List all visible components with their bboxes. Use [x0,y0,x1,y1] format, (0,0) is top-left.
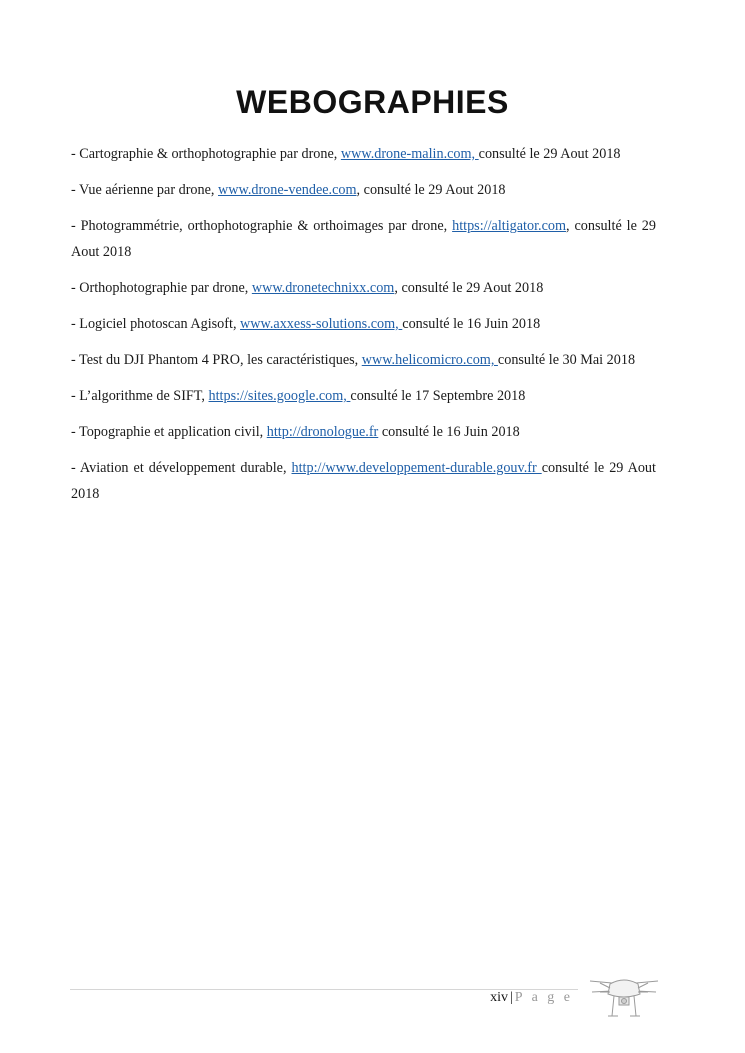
reference-item [71,347,656,373]
reference-text: - Test du DJI Phantom 4 PRO, les caractéristiques, [71,352,362,368]
reference-link[interactable]: www.helicomicro.com, [361,352,498,368]
reference-link[interactable]: http://www.developpement-durable.gouv.fr [291,460,542,476]
reference-text: - Aviation et développement durable, [71,460,292,476]
reference-text: - Vue aérienne par drone, [71,182,218,198]
reference-date: consulté le 17 Septembre 2018 [350,388,526,404]
reference-item [71,177,656,203]
reference-link[interactable]: https://sites.google.com, [208,388,351,404]
reference-date: , consulté le 29 Aout 2018 [356,182,506,198]
reference-link[interactable]: www.axxess-solutions.com, [240,316,403,332]
reference-item [71,275,656,301]
reference-date: consulté le 16 Juin 2018 [402,316,541,332]
page-title: WEBOGRAPHIES [236,84,509,120]
reference-link[interactable]: www.drone-malin.com, [340,146,479,162]
reference-link[interactable]: www.drone-vendee.com [218,182,357,198]
page-footer [470,990,573,1006]
reference-item [71,213,656,265]
reference-text: - L’algorithme de SIFT, [71,388,209,404]
reference-item [71,455,656,507]
reference-text: - Topographie et application civil, [71,424,267,440]
reference-text: - Logiciel photoscan Agisoft, [71,316,241,332]
reference-item [71,419,656,445]
reference-item [71,141,656,167]
reference-link[interactable]: http://dronologue.fr [266,424,379,440]
reference-date: consulté le 29 Aout 2018 [71,460,656,502]
reference-date: , consulté le 29 Aout 2018 [394,280,544,296]
reference-text: - Orthophotographie par drone, [71,280,252,296]
reference-link[interactable]: www.dronetechnixx.com [251,280,395,296]
reference-date: consulté le 30 Mai 2018 [497,352,636,368]
reference-date: consulté le 16 Juin 2018 [378,424,520,440]
page-label: P a g e [514,990,573,1005]
page-number: xiv [490,990,508,1005]
reference-item [71,311,656,337]
reference-item [71,383,656,409]
reference-date: consulté le 29 Aout 2018 [478,146,621,162]
footer-separator: | [509,990,513,1005]
reference-date: , consulté le 29 Aout 2018 [71,218,656,260]
reference-link[interactable]: https://altigator.com [452,218,566,234]
drone-icon [586,972,662,1024]
reference-text: - Cartographie & orthophotographie par drone, [71,146,341,162]
reference-text: - Photogrammétrie, orthophotographie & orthoimages par drone, [71,218,453,234]
reference-list [71,141,656,517]
